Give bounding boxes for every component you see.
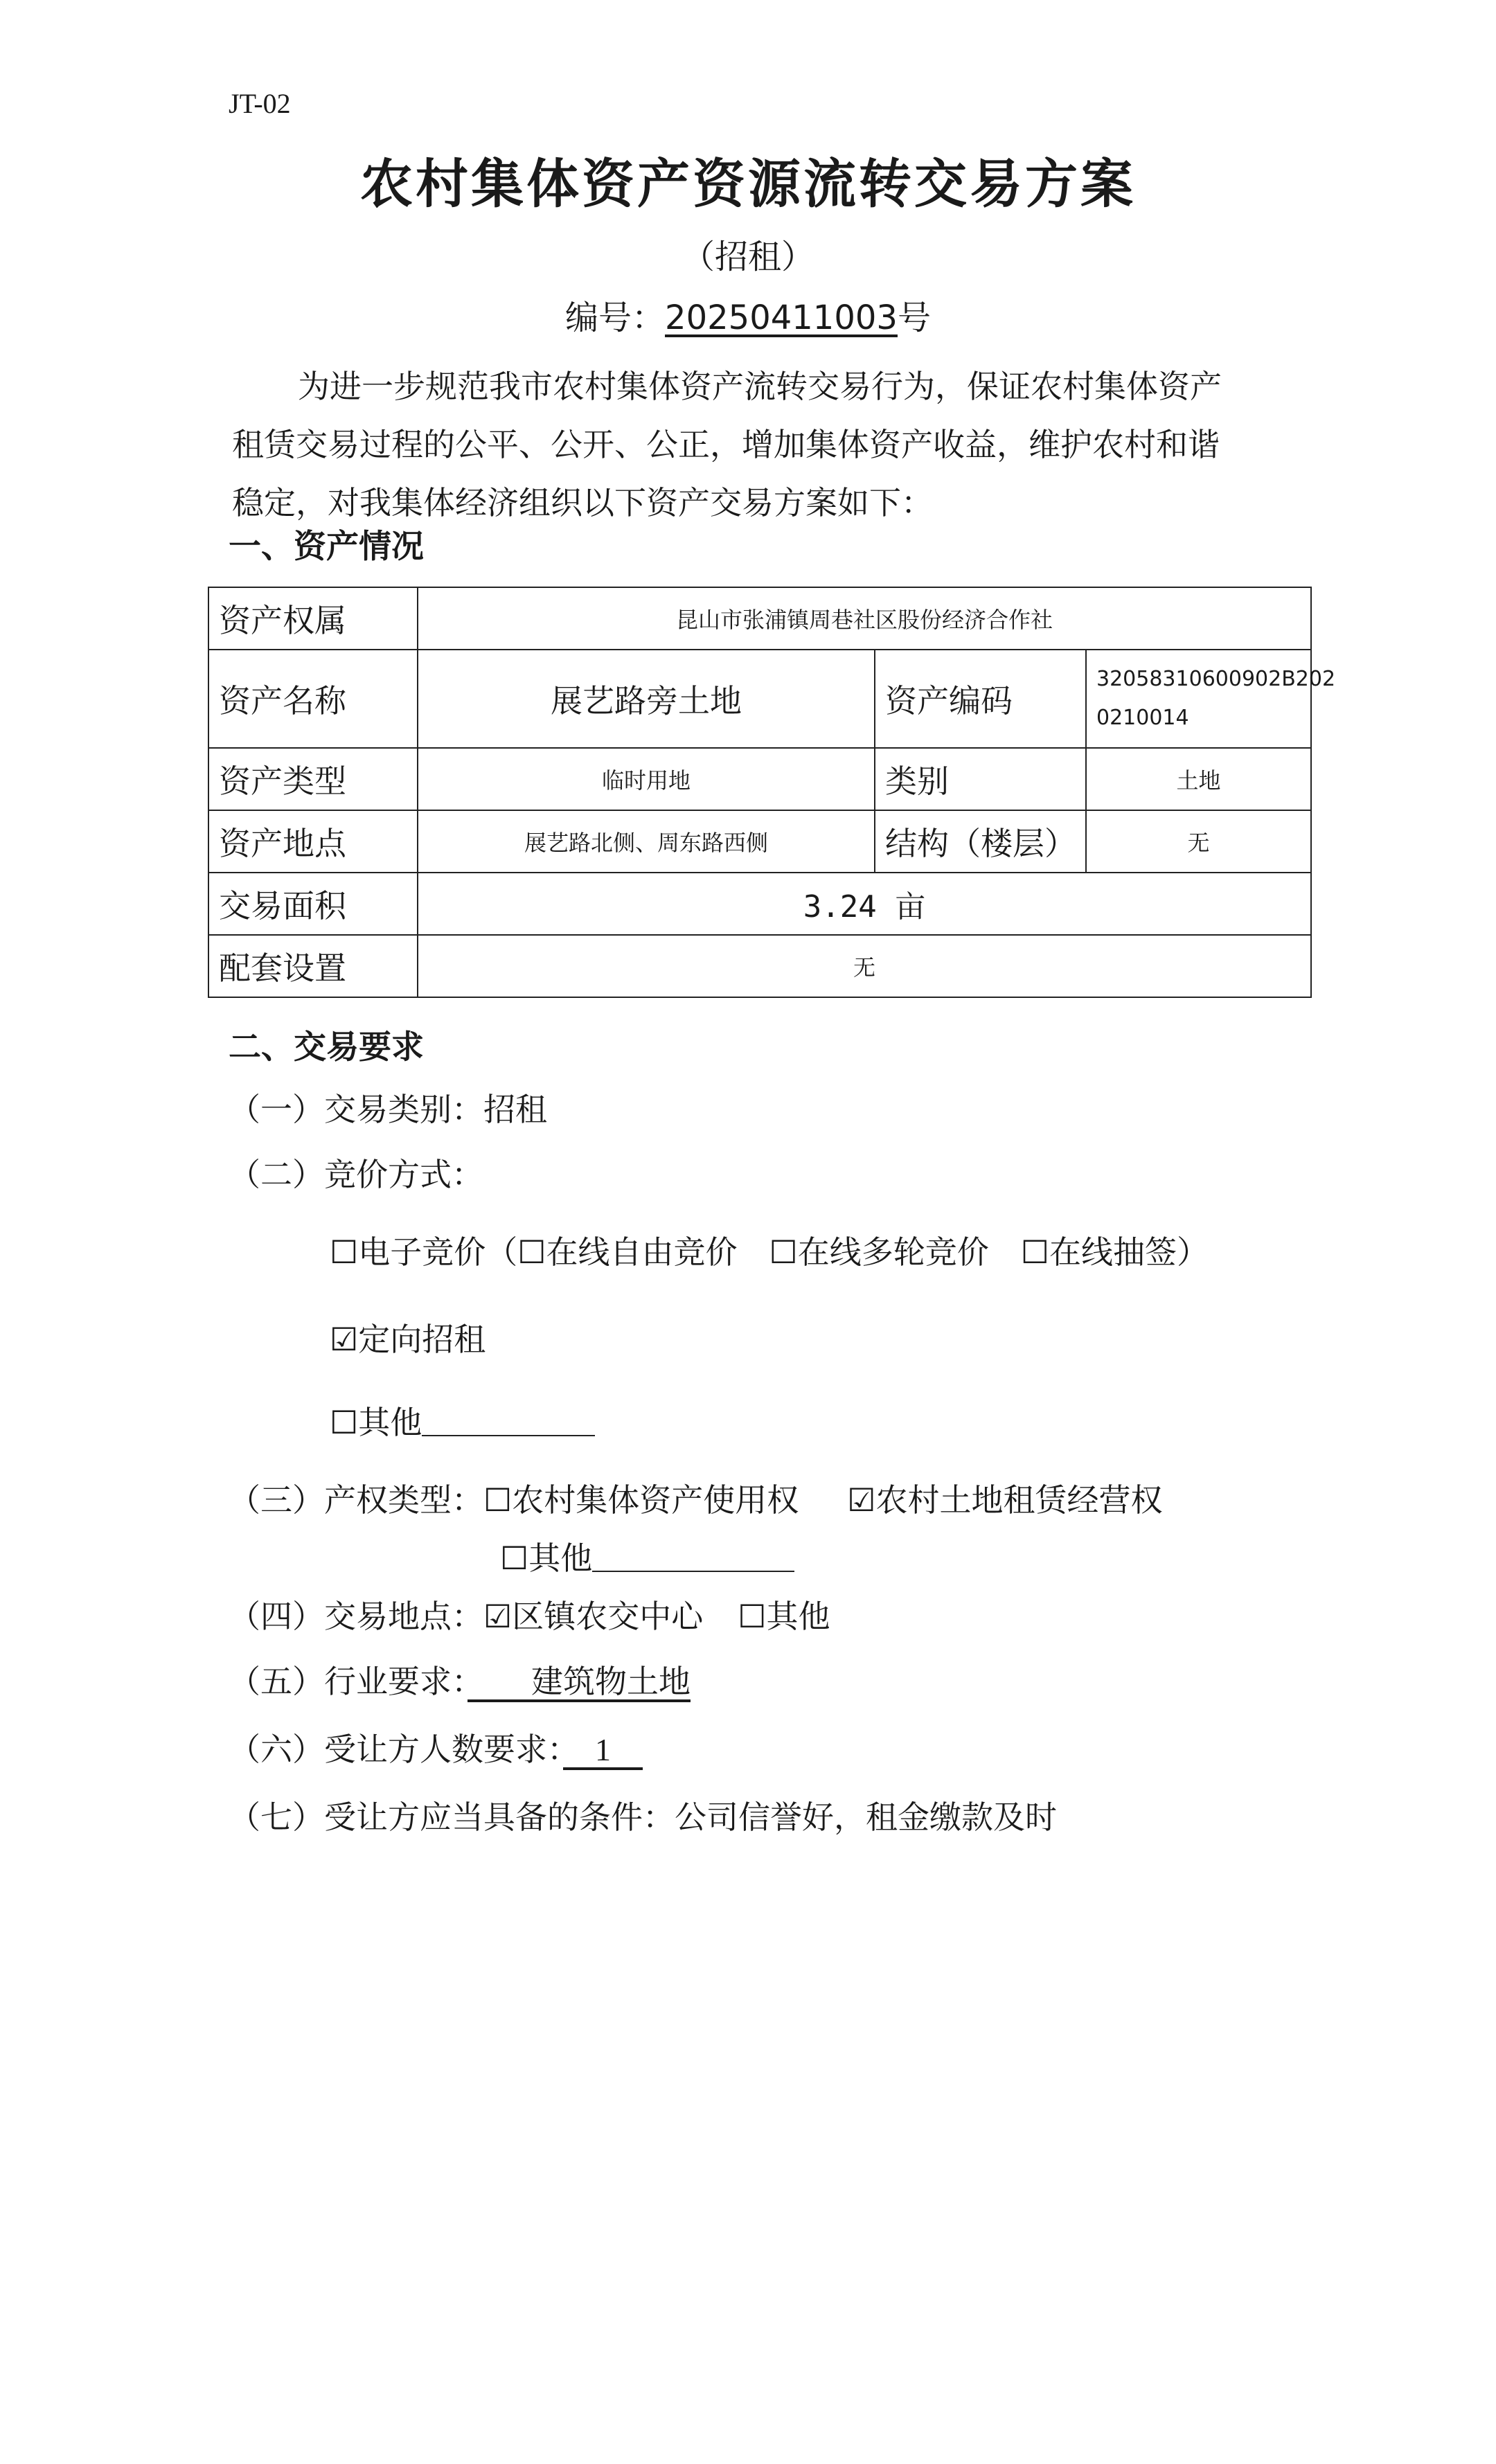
table-row	[208, 810, 1311, 873]
code-line: 0210014	[1096, 706, 1189, 730]
area-value: 3.24 亩	[418, 873, 1311, 935]
asset-table	[208, 587, 1336, 998]
document-number	[0, 291, 1496, 339]
code-label: 资产编码	[875, 650, 1086, 748]
location-value: 展艺路北侧、周东路西侧	[418, 810, 875, 873]
area-label: 交易面积	[208, 873, 418, 935]
owner-value: 昆山市张浦镇周巷社区股份经济合作社	[418, 587, 1311, 650]
option-other-property	[500, 1533, 794, 1579]
req-industry-label: （五）行业要求：	[229, 1663, 467, 1700]
intro-paragraph	[232, 357, 1312, 532]
code-line: 32058310600902B202	[1096, 667, 1336, 691]
name-label: 资产名称	[208, 650, 418, 748]
table-row	[208, 873, 1311, 935]
table-row	[208, 650, 1311, 748]
structure-value: 无	[1086, 810, 1311, 873]
facility-label: 配套设置	[208, 935, 418, 997]
number-value: 20250411003	[665, 298, 898, 337]
intro-line: 为进一步规范我市农村集体资产流转交易行为，保证农村集体资产	[298, 368, 1222, 405]
section-heading-requirements: 二、交易要求	[229, 1028, 424, 1066]
option-other-bid	[330, 1398, 595, 1443]
req-transferee-count	[229, 1724, 643, 1770]
req-transferee-count-label: （六）受让方人数要求：	[229, 1731, 563, 1768]
location-label: 资产地点	[208, 810, 418, 873]
type-label: 资产类型	[208, 748, 418, 810]
section-heading-assets: 一、资产情况	[229, 528, 424, 566]
blank-line	[592, 1540, 794, 1572]
req-trade-category: （一）交易类别：招租	[229, 1091, 547, 1128]
req-industry	[229, 1657, 691, 1702]
code-value	[1086, 650, 1336, 748]
intro-line: 稳定，对我集体经济组织以下资产交易方案如下：	[232, 484, 933, 521]
document-title: 农村集体资产资源流转交易方案	[360, 153, 1136, 215]
option-land-lease-right: ☑农村土地租赁经营权	[847, 1481, 1163, 1519]
table-row	[208, 748, 1311, 810]
option-collective-use-right: ☐农村集体资产使用权	[483, 1481, 799, 1519]
option-other-location: ☐其他	[738, 1598, 830, 1635]
option-other-property-label: ☐其他	[500, 1539, 593, 1577]
table-row	[208, 587, 1311, 650]
table-row	[208, 935, 1311, 997]
option-directed-lease: ☑定向招租	[330, 1321, 486, 1358]
req-trade-location-label: （四）交易地点：	[229, 1598, 483, 1635]
document-subtitle: （招租）	[681, 238, 814, 276]
blank-line	[422, 1404, 595, 1436]
owner-label: 资产权属	[208, 587, 418, 650]
option-town-center: ☑区镇农交中心	[483, 1598, 704, 1635]
category-value: 土地	[1086, 748, 1311, 810]
req-property-type	[229, 1475, 1163, 1521]
number-suffix: 号	[897, 298, 931, 337]
req-transferee-count-value: 1	[563, 1732, 643, 1767]
req-transferee-conditions: （七）受让方应当具备的条件：公司信誉好，租金缴款及时	[229, 1798, 1057, 1836]
category-label: 类别	[875, 748, 1086, 810]
req-property-type-label: （三）产权类型：	[229, 1481, 483, 1519]
number-prefix: 编号：	[565, 298, 666, 337]
req-bid-method: （二）竞价方式：	[229, 1156, 483, 1193]
document-code: JT-02	[229, 88, 291, 119]
req-trade-location	[229, 1591, 830, 1637]
structure-label: 结构（楼层）	[875, 810, 1086, 873]
type-value: 临时用地	[418, 748, 875, 810]
option-electronic-bidding: ☐电子竞价（☐在线自由竞价 ☐在线多轮竞价 ☐在线抽签）	[330, 1233, 1209, 1271]
option-other-bid-label: ☐其他	[330, 1404, 422, 1441]
facility-value: 无	[418, 935, 1311, 997]
name-value: 展艺路旁土地	[418, 650, 875, 748]
intro-line: 租赁交易过程的公平、公开、公正，增加集体资产收益，维护农村和谐	[232, 426, 1220, 463]
req-industry-value: 建筑物土地	[467, 1663, 691, 1700]
